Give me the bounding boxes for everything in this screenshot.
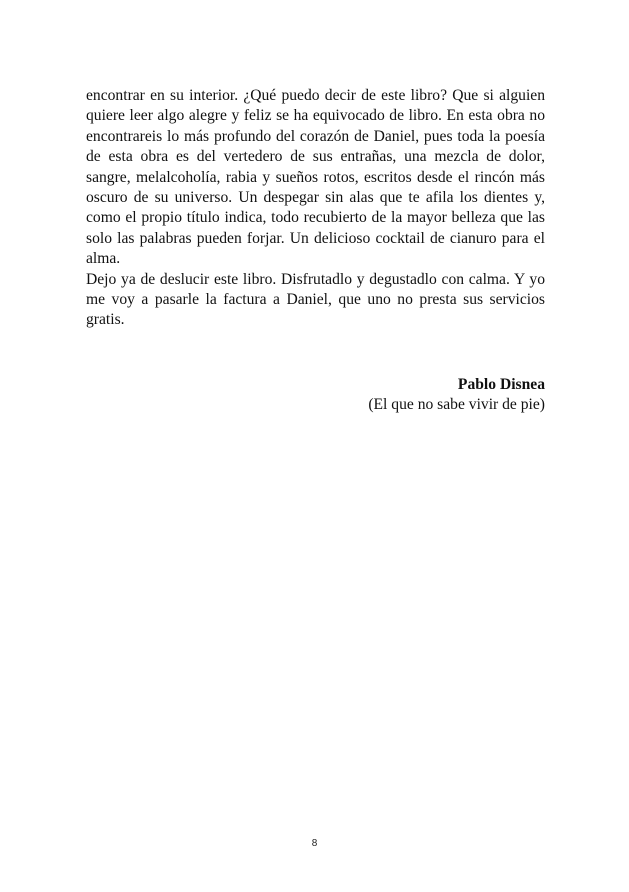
paragraph: encontrar en su interior. ¿Qué puedo decir de este libro? Que si alguien quiere leer algo alegre y feliz se ha equivocado de libro. En esta obra no encontrareis lo más profundo del corazón de Daniel, pues toda la poesía de esta obra es del vertedero de sus entrañas, una mezcla de dolor, sangre, melalcoholía, rabia y sueños rotos, escritos desde el rincón más oscuro de su universo. Un despegar sin alas que te afila los dientes y, como el propio título indica, todo recubierto de la mayor belleza que las solo las palabras pueden forjar. Un delicioso cocktail de cianuro para el alma. [86, 87, 545, 268]
body-text [86, 86, 545, 331]
author-name: Pablo Disnea [457, 376, 545, 393]
signature-block [86, 375, 545, 416]
page-number: 8 [311, 838, 318, 849]
paragraph: Dejo ya de deslucir este libro. Disfrutadlo y degustadlo con calma. Y yo me voy a pasarle la factura a Daniel, que uno no presta sus servicios gratis. [86, 270, 545, 329]
author-alias: (El que no sabe vivir de pie) [368, 396, 545, 414]
